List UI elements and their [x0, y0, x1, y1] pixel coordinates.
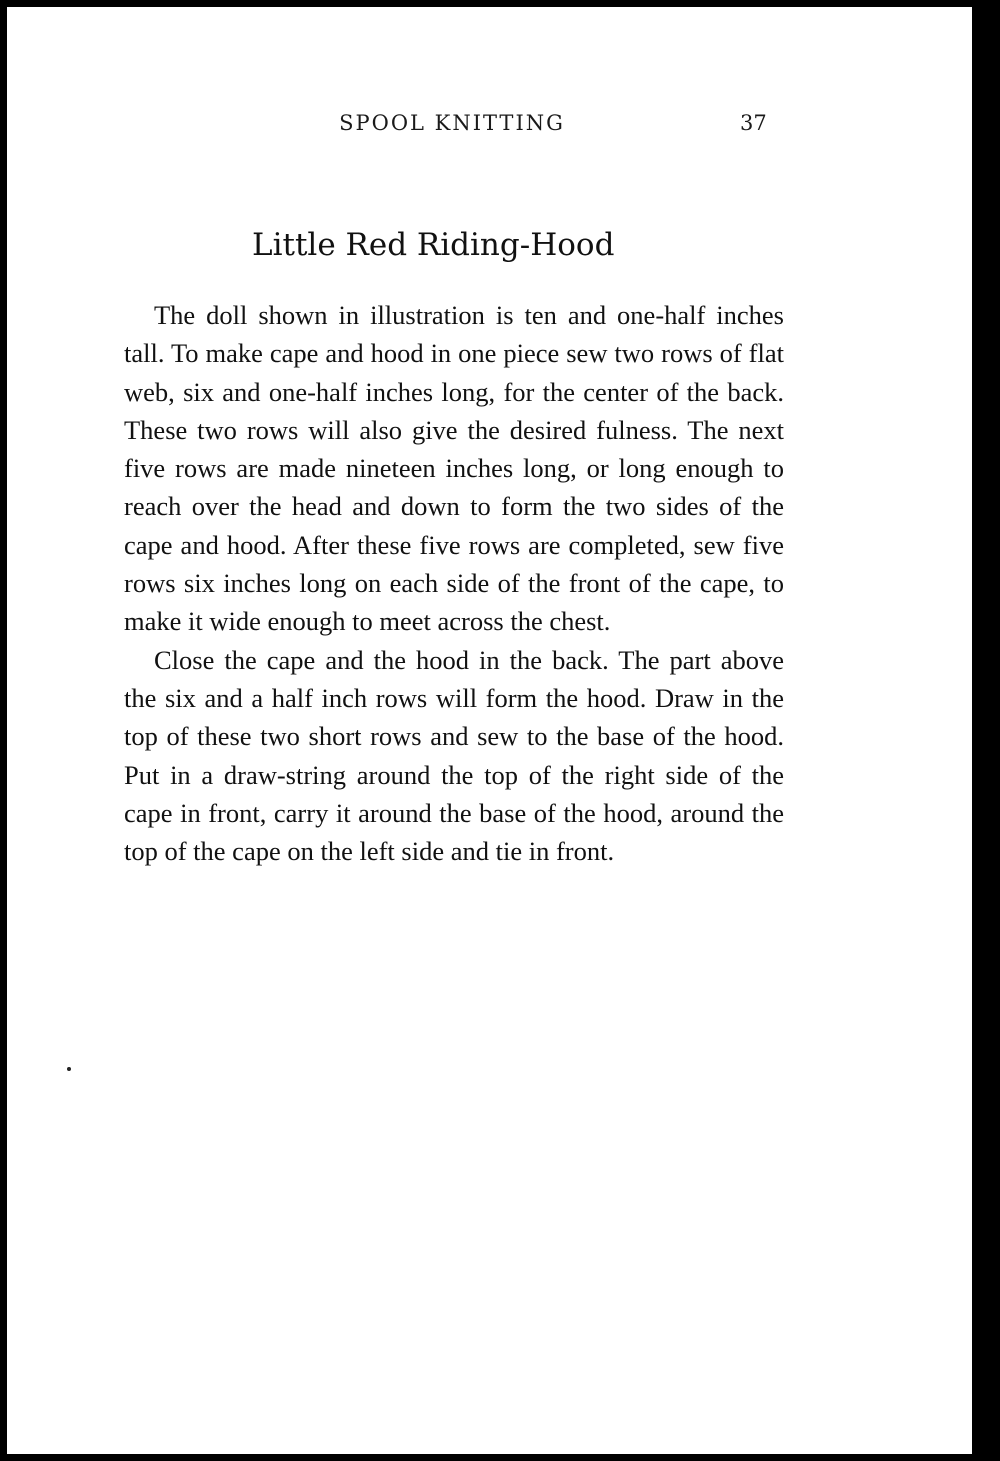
chapter-title: Little Red Riding-Hood — [252, 227, 615, 263]
page-number: 37 — [740, 111, 767, 135]
scan-speck — [67, 1067, 71, 1071]
paragraph: The doll shown in illustration is ten and one-half inches tall. To make cape and hood in one piece sew two rows of flat web, six and one-half inches long, for the center of the back. These two rows will also give the desired fulness. The next five rows are made nineteen inches long, or long enough to reach over the head and down to form the two sides of the cape and hood. After these five rows are completed, sew five rows six inches long on each side of the front of the cape, to make it wide enough to meet across the chest. — [124, 300, 784, 637]
book-page — [7, 7, 972, 1454]
paragraph: Close the cape and the hood in the back. The part above the six and a half inch rows will form the hood. Draw in the top of these two short rows and sew to the base of the hood. Put in a draw-string around the top of the right side of the cape in front, carry it around the base of the hood, around the top of the cape on the left side and tie in front. — [124, 644, 784, 867]
scan-border — [972, 0, 1000, 1461]
running-header-title: SPOOL KNITTING — [339, 111, 565, 135]
body-text — [124, 296, 784, 870]
